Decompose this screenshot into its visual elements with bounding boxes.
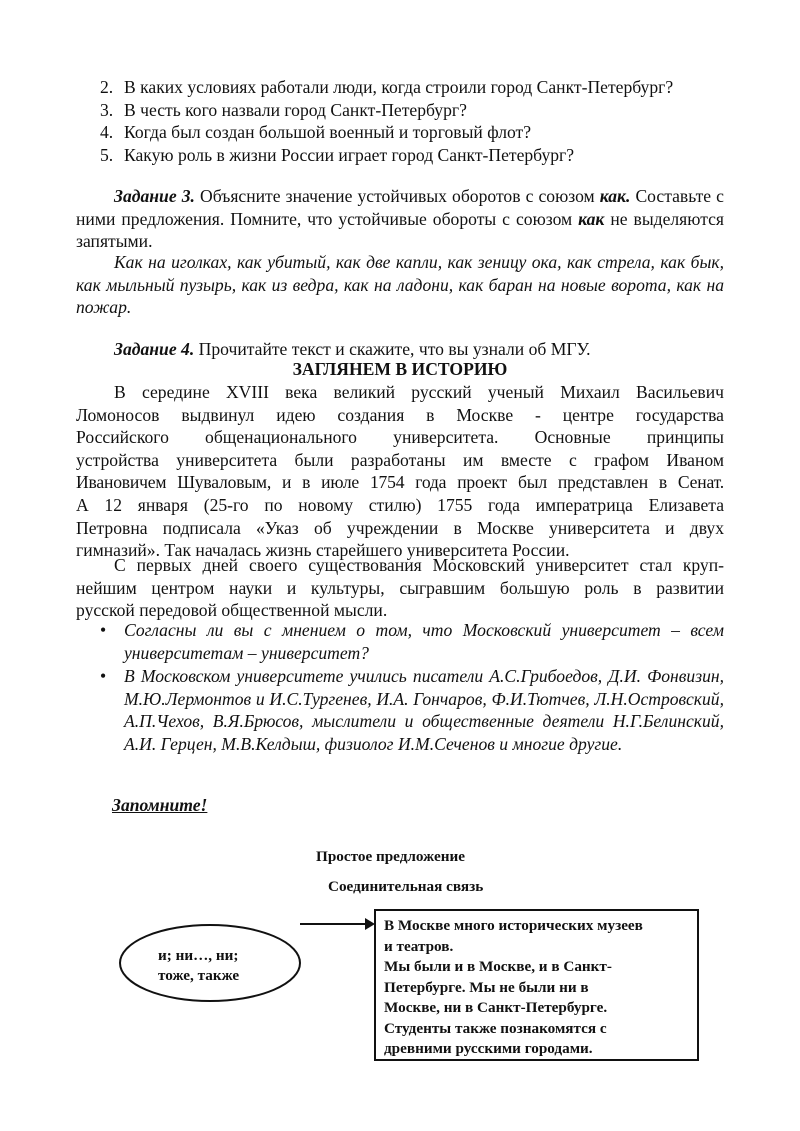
text-line: устройства университета были разработаны им вместе с графом Иваном [76,449,724,470]
text-line: В середине XVIII века великий русский ученый Михаил Васильевич [114,382,724,402]
text-line: Петровна подписала «Указ об учреждении в Москве университета и двух [76,517,724,538]
bullet-dot-icon: • [100,620,107,640]
diagram-subtitle: Соединительная связь [328,878,484,895]
example-sentences: В Москве много исторических музеев и театров. Мы были и в Москве, и в Санкт- Петербурге. Мы не были ни в Москве, ни в Санкт-Петербурге. Студенты также познакомятся с древними русскими городами. [384,917,643,1057]
bullet-list [100,619,724,757]
question-item: 2. В каких условиях работали люди, когда строили город Санкт-Петербург? [100,77,674,97]
question-item: 5. Какую роль в жизни России играет город Санкт-Петербург? [100,144,575,165]
kak-keyword: как [578,208,605,229]
task4-label: Задание 4. [114,339,195,359]
text-line: русской передовой общественной мысли. [76,600,388,621]
bullet-item: • Согласны ли вы с мнением о том, что Московский университет – всем университетам – университет? [100,620,724,663]
reading-paragraph-1 [76,381,724,562]
question-item: 3. В честь кого назвали город Санкт-Петербург? [100,99,467,120]
reading-title: ЗАГЛЯНЕМ В ИСТОРИЮ [292,359,508,379]
conjunction-list: и; ни…, ни; тоже, также [158,947,240,984]
question-item: 4. Когда был создан большой военный и торговый флот? [100,122,532,143]
task3-examples: Как на иголках, как убитый, как две капли, как зеницу ока, как стрела, как бык, как мыльный пузырь, как из ведра, как на ладони, как баран на новые ворота, как на пожар. [76,252,724,318]
diagram-title: Простое предложение [316,848,465,865]
reading-paragraph-2 [76,554,724,622]
task4-instruction: Задание 4. Прочитайте текст и скажите, что вы узнали об МГУ. [114,339,591,359]
text-line: гимназий». Так началась жизнь старейшего университета России. [76,540,570,561]
kak-keyword: как. [599,186,631,206]
arrow-right-icon [365,918,375,930]
remember-label: Запомните! [112,795,208,815]
question-list [100,76,740,166]
task3-label: Задание 3. [114,186,195,206]
bullet-dot-icon: • [100,666,107,687]
task3-instruction: Задание 3. Объясните значение устойчивых оборотов с союзом как. Составьте с ними предложения. Помните, что устойчивые обороты с союзом как не выделяются запятыми. [76,186,724,252]
text-line: С первых дней своего существования Московский университет стал круп- [114,555,724,575]
text-line: Ломоносов выдвинул идею создания в Москве - центре государства [76,404,724,425]
bullet-item: • В Московском университете учились писатели А.С.Грибоедов, Д.И. Фонвизин, М.Ю.Лермонтов и И.С.Тургенев, И.А. Гончаров, Ф.И.Тютчев, Л.Н.Островский, А.П.Чехов, В.Я.Брюсов, мыслители и общественные деятели Н.Г.Белинский, А.И. Герцен, М.В.Келдыш, физиолог И.М.Сеченов и многие другие. [100,666,724,754]
text-line: Российского общенационального университета. Основные принципы [76,427,724,448]
text-line: Ивановичем Шуваловым, и в июле 1754 года проект был представлен в Сенат. [76,472,724,493]
text-line: А 12 января (25-го по новому стилю) 1755 года императрица Елизавета [76,494,724,515]
text-line: нейшим центром науки и культуры, сыгравшим большую роль в развитии [76,577,724,598]
